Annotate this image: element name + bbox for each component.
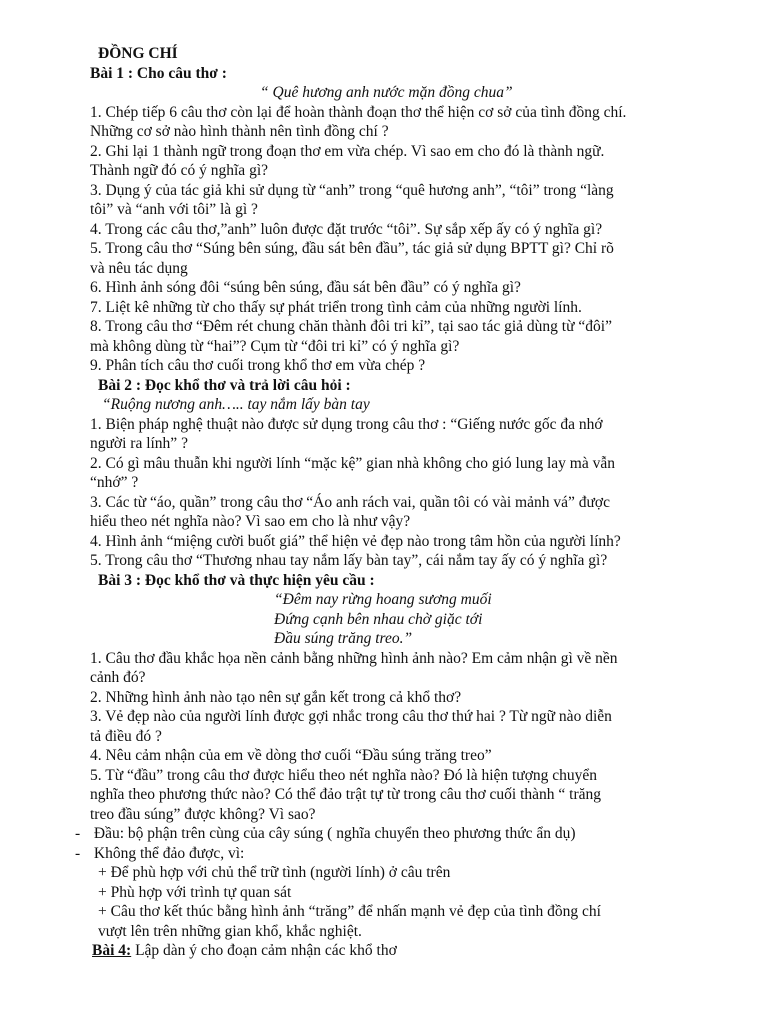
exercise-4-heading: Bài 4: (92, 942, 132, 959)
exercise-1-heading: Bài 1 : Cho câu thơ : (90, 64, 227, 82)
exercise-3-line: 5. Từ “đầu” trong câu thơ được hiểu theo nét nghĩa nào? Đó là hiện tượng chuyển (90, 766, 598, 784)
bullet-dash: - (75, 825, 81, 842)
exercise-2-line: người ra lính” ? (90, 435, 188, 452)
exercise-3-poem-line: Đứng cạnh bên nhau chờ giặc tới (274, 610, 483, 628)
exercise-1-line: tôi” và “anh với tôi” là gì ? (90, 201, 258, 218)
exercise-3-line: 2. Những hình ảnh nào tạo nên sự gắn kết trong cả khổ thơ? (90, 688, 462, 706)
exercise-1-line: Thành ngữ đó có ý nghĩa gì? (90, 162, 269, 179)
exercise-1-line: Những cơ sở nào hình thành nên tình đồng chí ? (90, 123, 389, 140)
exercise-2-line: 5. Trong câu thơ “Thương nhau tay nắm lấy bàn tay”, cái nắm tay ấy có ý nghĩa gì? (90, 552, 608, 569)
exercise-3-line: 3. Vẻ đẹp nào của người lính được gợi nhắc trong câu thơ thứ hai ? Từ ngữ nào diễn (90, 708, 612, 725)
document-body (75, 44, 730, 961)
exercise-3-poem-line: Đầu súng trăng treo.” (274, 630, 413, 647)
answer-sub-item: + Câu thơ kết thúc bằng hình ảnh “trăng” để nhấn mạnh vẻ đẹp của tình đồng chí (98, 903, 601, 920)
answer-sub-item: + Để phù hợp với chủ thể trữ tình (người lính) ở câu trên (98, 864, 451, 881)
exercise-1-line: 6. Hình ảnh sóng đôi “súng bên súng, đầu sát bên đầu” có ý nghĩa gì? (90, 279, 521, 296)
exercise-3-poem-line: “Đêm nay rừng hoang sương muối (274, 591, 492, 608)
exercise-1-line: mà không dùng từ “hai”? Cụm từ “đôi tri kỉ” có ý nghĩa gì? (90, 337, 460, 355)
exercise-2-line: hiểu theo nét nghĩa nào? Vì sao em cho là như vậy? (90, 513, 411, 530)
answer-text: Không thể đảo được, vì: (90, 844, 245, 862)
exercise-3-line: 4. Nêu cảm nhận của em về dòng thơ cuối “Đầu súng trăng treo” (90, 747, 492, 764)
exercise-3-line: 1. Câu thơ đầu khắc họa nền cảnh bằng những hình ảnh nào? Em cảm nhận gì về nền (90, 649, 618, 667)
page-title: ĐỒNG CHÍ (98, 45, 178, 62)
exercise-1-line: 7. Liệt kê những từ cho thấy sự phát triển trong tình cảm của những người lính. (90, 298, 582, 316)
exercise-3-heading: Bài 3 : Đọc khổ thơ và thực hiện yêu cầu : (98, 571, 375, 589)
answer-sub-item: + Phù hợp với trình tự quan sát (98, 883, 292, 901)
exercise-3-line: nghĩa theo phương thức nào? Có thể đảo trật tự từ trong câu thơ cuối thành “ trăng (90, 786, 601, 803)
exercise-2-line: 1. Biện pháp nghệ thuật nào được sử dụng trong câu thơ : “Giếng nước gốc đa nhớ (90, 415, 603, 433)
exercise-2-quote: “Ruộng nương anh….. tay nắm lấy bàn tay (102, 396, 370, 413)
exercise-3-line: cảnh đó? (90, 669, 146, 686)
exercise-4-text: Lập dàn ý cho đoạn cảm nhận các khổ thơ (131, 942, 397, 959)
exercise-2-heading: Bài 2 : Đọc khổ thơ và trả lời câu hỏi : (98, 376, 351, 394)
exercise-2-line: 4. Hình ảnh “miệng cười buốt giá” thể hiện vẻ đẹp nào trong tâm hồn của người lính? (90, 532, 621, 550)
exercise-1-line: 1. Chép tiếp 6 câu thơ còn lại để hoàn thành đoạn thơ thể hiện cơ sở của tình đồng chí. (90, 103, 627, 121)
exercise-2-line: “nhớ” ? (90, 474, 139, 491)
exercise-1-quote: “ Quê hương anh nước mặn đồng chua” (260, 84, 513, 101)
exercise-1-line: 8. Trong câu thơ “Đêm rét chung chăn thành đôi tri kỉ”, tại sao tác giả dùng từ “đôi” (90, 318, 612, 335)
exercise-1-line: và nêu tác dụng (90, 259, 188, 277)
bullet-dash: - (75, 844, 81, 862)
answer-text: Đầu: bộ phận trên cùng của cây súng ( nghĩa chuyển theo phương thức ẩn dụ) (90, 825, 576, 842)
exercise-2-line: 2. Có gì mâu thuẫn khi người lính “mặc kệ” gian nhà không cho gió lung lay mà vẫn (90, 454, 615, 472)
exercise-1-line: 2. Ghi lại 1 thành ngữ trong đoạn thơ em vừa chép. Vì sao em cho đó là thành ngữ. (90, 142, 605, 160)
exercise-2-line: 3. Các từ “áo, quần” trong câu thơ “Áo anh rách vai, quần tôi có vài mảnh vá” được (90, 493, 610, 511)
exercise-1-line: 5. Trong câu thơ “Súng bên súng, đầu sát bên đầu”, tác giả sử dụng BPTT gì? Chỉ rõ (90, 240, 614, 257)
exercise-1-line: 9. Phân tích câu thơ cuối trong khổ thơ em vừa chép ? (90, 357, 426, 374)
exercise-4 (90, 941, 730, 961)
answer-bullet (75, 844, 730, 864)
exercise-3-line: tả điều đó ? (90, 727, 162, 745)
exercise-3-line: treo đầu súng” được không? Vì sao? (90, 805, 316, 823)
exercise-1-line: 4. Trong các câu thơ,”anh” luôn được đặt trước “tôi”. Sự sắp xếp ấy có ý nghĩa gì? (90, 220, 603, 238)
answer-bullet (75, 824, 730, 844)
exercise-1-line: 3. Dụng ý của tác giả khi sử dụng từ “anh” trong “quê hương anh”, “tôi” trong “làng (90, 181, 614, 199)
answer-sub-item: vượt lên trên những gian khổ, khắc nghiệt. (98, 922, 362, 940)
